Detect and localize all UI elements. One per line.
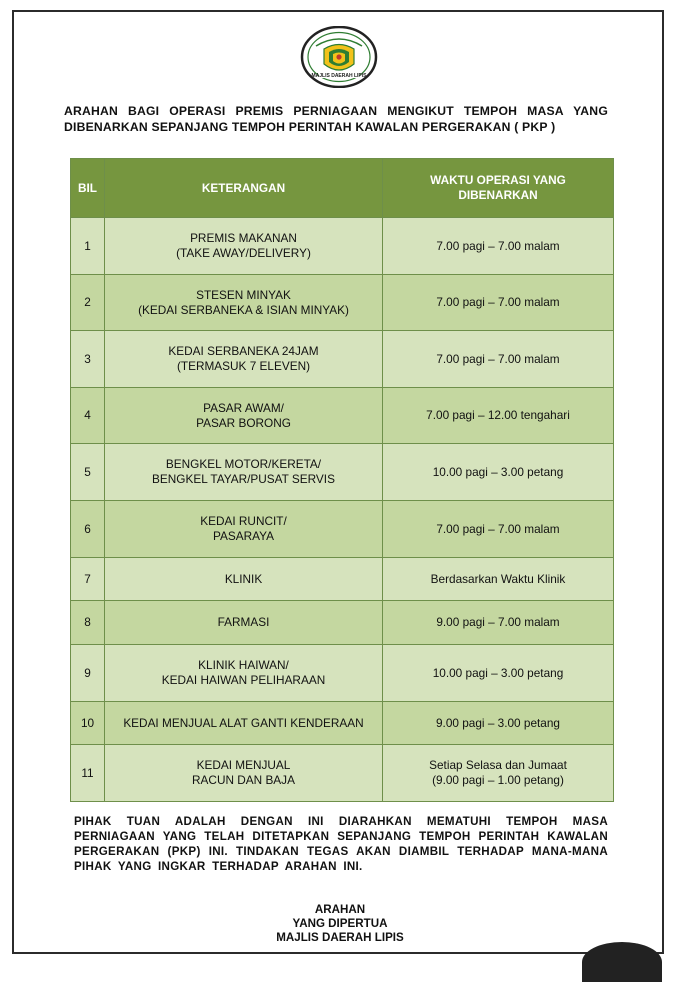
table-row (71, 331, 614, 388)
cell-bil: 8 (71, 601, 105, 645)
operating-hours-table (70, 158, 614, 802)
waktu-line-1: 10.00 pagi – 3.00 petang (432, 464, 564, 479)
keterangan-line-2: BENGKEL TAYAR/PUSAT SERVIS (152, 472, 335, 486)
keterangan-line-2: (KEDAI SERBANEKA & ISIAN MINYAK) (138, 302, 349, 317)
keterangan-line-2: PASAR BORONG (196, 415, 291, 430)
signature-block (0, 903, 680, 945)
table-header-row (71, 159, 614, 218)
cell-bil: 5 (71, 444, 105, 501)
table-row (71, 275, 614, 331)
table-row (71, 218, 614, 275)
header-waktu-line-2: DIBENARKAN (458, 188, 538, 202)
table-row (71, 745, 614, 802)
waktu-line-1: 7.00 pagi – 7.00 malam (436, 351, 560, 366)
keterangan-line-1: BENGKEL MOTOR/KERETA/ (165, 457, 322, 471)
cell-bil: 11 (71, 745, 105, 802)
cell-waktu (383, 601, 614, 645)
table-row (71, 388, 614, 444)
table-row (71, 702, 614, 745)
header-waktu-line-1: WAKTU OPERASI YANG (430, 173, 566, 187)
cell-keterangan (105, 331, 383, 388)
cell-keterangan (105, 218, 383, 275)
header-waktu (383, 159, 614, 218)
cell-waktu (383, 501, 614, 558)
waktu-line-1: 9.00 pagi – 3.00 petang (436, 715, 560, 730)
keterangan-line-1: KLINIK HAIWAN/ (198, 658, 289, 672)
signature-line-1: ARAHAN (314, 903, 366, 916)
keterangan-line-2: (TAKE AWAY/DELIVERY) (176, 246, 311, 260)
cell-waktu (383, 702, 614, 745)
cell-keterangan (105, 745, 383, 802)
cell-waktu (383, 645, 614, 702)
keterangan-line-2: RACUN DAN BAJA (192, 773, 295, 787)
signature-line-3: MAJLIS DAERAH LIPIS (276, 931, 404, 944)
header-keterangan: KETERANGAN (105, 159, 383, 218)
keterangan-line-2: (TERMASUK 7 ELEVEN) (176, 359, 311, 373)
keterangan-line-1: STESEN MINYAK (196, 287, 291, 302)
signature-line-2: YANG DIPERTUA (292, 917, 388, 930)
header-bil: BIL (71, 159, 105, 218)
keterangan-line-1: KLINIK (224, 571, 263, 586)
cell-bil: 4 (71, 388, 105, 444)
document-heading (64, 103, 608, 135)
cell-keterangan (105, 702, 383, 745)
cell-keterangan (105, 601, 383, 645)
cell-bil: 10 (71, 702, 105, 745)
waktu-line-1: 7.00 pagi – 7.00 malam (436, 295, 560, 309)
keterangan-line-1: PREMIS MAKANAN (190, 231, 297, 245)
waktu-line-1: Berdasarkan Waktu Klinik (430, 571, 566, 586)
corner-shadow (582, 942, 662, 982)
waktu-line-1: 7.00 pagi – 7.00 malam (436, 238, 560, 253)
cell-waktu (383, 745, 614, 802)
cell-keterangan (105, 645, 383, 702)
table-row (71, 601, 614, 645)
waktu-line-1: Setiap Selasa dan Jumaat (429, 758, 567, 772)
cell-waktu (383, 218, 614, 275)
cell-bil: 6 (71, 501, 105, 558)
cell-keterangan (105, 388, 383, 444)
cell-bil: 1 (71, 218, 105, 275)
cell-bil: 3 (71, 331, 105, 388)
keterangan-line-1: KEDAI SERBANEKA 24JAM (168, 344, 319, 358)
cell-bil: 7 (71, 558, 105, 601)
waktu-line-1: 10.00 pagi – 3.00 petang (432, 665, 564, 680)
heading-line-1: ARAHAN BAGI OPERASI PREMIS PERNIAGAAN MENGIKUT TEMPOH MASA YANG (64, 104, 608, 118)
cell-waktu (383, 444, 614, 501)
heading-line-2: DIBENARKAN SEPANJANG TEMPOH PERINTAH KAWALAN PERGERAKAN ( PKP ) (64, 120, 556, 134)
keterangan-line-1: KEDAI MENJUAL (196, 758, 291, 772)
cell-keterangan (105, 275, 383, 331)
cell-waktu (383, 331, 614, 388)
cell-bil: 9 (71, 645, 105, 702)
keterangan-line-2: KEDAI HAIWAN PELIHARAAN (161, 673, 326, 687)
logo-caption: MAJLIS DAERAH LIPIS (311, 73, 367, 79)
waktu-line-1: 9.00 pagi – 7.00 malam (436, 615, 560, 629)
cell-waktu (383, 558, 614, 601)
cell-keterangan (105, 444, 383, 501)
notice-paragraph: PIHAK TUAN ADALAH DENGAN INI DIARAHKAN MEMATUHI TEMPOH MASA PERNIAGAAN YANG TELAH DITETAPKAN SEPANJANG TEMPOH PERINTAH KAWALAN PERGERAKAN (PKP) INI. TINDAKAN TEGAS AKAN DIAMBIL TERHADAP MANA-MANA PIHAK YANG INGKAR TERHADAP ARAHAN INI. (74, 815, 608, 873)
keterangan-line-1: PASAR AWAM/ (203, 400, 284, 415)
waktu-line-2: (9.00 pagi – 1.00 petang) (432, 773, 564, 787)
cell-keterangan (105, 501, 383, 558)
table-row (71, 444, 614, 501)
keterangan-line-1: FARMASI (217, 615, 270, 629)
waktu-line-1: 7.00 pagi – 7.00 malam (436, 521, 560, 536)
cell-waktu (383, 275, 614, 331)
cell-keterangan (105, 558, 383, 601)
keterangan-line-1: KEDAI MENJUAL ALAT GANTI KENDERAAN (123, 715, 364, 730)
keterangan-line-2: PASARAYA (213, 529, 274, 543)
cell-bil: 2 (71, 275, 105, 331)
table-row (71, 558, 614, 601)
keterangan-line-1: KEDAI RUNCIT/ (200, 514, 287, 528)
table-row (71, 645, 614, 702)
waktu-line-1: 7.00 pagi – 12.00 tengahari (426, 408, 570, 422)
majlis-daerah-lipis-emblem-icon (300, 26, 378, 88)
table-row (71, 501, 614, 558)
cell-waktu (383, 388, 614, 444)
